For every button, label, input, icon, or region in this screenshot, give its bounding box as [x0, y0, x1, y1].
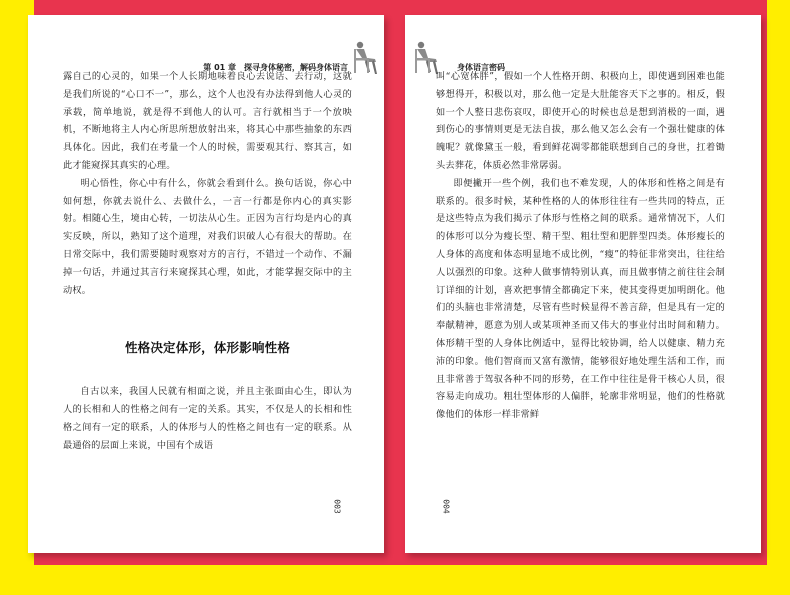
page-number: 004 — [441, 499, 451, 514]
paragraph: 露自己的心灵的，如果一个人长期地味着良心去说话、去行动，这就是我们所说的“心口不一”，那么，这个人也没有办法得到他人心灵的承载，简单地说，就是得不到他人的认可。言行就相当于一个放映机，不断地将主人内心所思所想放射出来，将其心中那些抽象的东西具体化。因此，我们在考量一个人的时候，需要观其行、察其言，如此才能窥探其真实的心理。 — [63, 71, 352, 171]
paragraph: 即便撇开一些个例，我们也不难发现，人的体形和性格之间是有联系的。很多时候，某种性格的人的体形往往有一些共同的特点，正是这些特点为我们揭示了体形与性格之间的联系。通常情况下，人们的体形可以分为瘦长型、精干型、粗壮型和肥胖型四类。体形瘦长的人身体的高度和体态明显地不成比例，“瘦”的特征非常突出，往往给人以强烈的印象。这种人做事情特别认真，而且做事情之前往往会制订详细的计划，喜欢把事情全都确定下来，使其变得更加明朗化。他们的头脑也非常清楚，尽管有些时候显得不善言辞，但是具有一定的奉献精神，愿意为别人或某项神圣而又伟大的事业付出时间和精力。体形精干型的人身体比例适中，显得比较协调，给人以健康、精力充沛的印象。他们智商而又富有激情，能够很好地处理生活和工作，而且非常善于驾驭各种不同的形势，在工作中往往是骨干核心人员，很容易走向成功。粗壮型体形的人偏胖，轮廓非常明显，他们的性格就像他们的体形一样非常鲜 — [436, 177, 725, 421]
section-title: 性格决定体形，体形影响性格 — [124, 340, 291, 356]
left-page — [28, 15, 384, 553]
page-number: 003 — [332, 499, 342, 514]
right-running-head: 身体语言密码 — [457, 63, 505, 72]
right-page — [405, 15, 761, 553]
paragraph: 自古以来，我国人民就有相面之说，并且主张面由心生，即认为人的长相和人的性格之间有一定的关系。其实，不仅是人的长相和性格之间有一定的联系，人的体形与人的性格之间也有一定的联系。从最通俗的层面上来说，中国有个成语 — [63, 386, 352, 451]
paragraph: 明心悟性，你心中有什么，你就会看到什么。换句话说，你心中如何想，你就去说什么、去做什么，一言一行都是你内心的真实影射。相随心生，境由心转，一切法从心生。正因为言行均是内心的真实反映，所以，熟知了这个道理，对我们识破人心有很大的帮助。在日常交际中，我们需要随时观察对方的言行，不错过一个动作、不漏掉一句话，并通过其言行来窥探其心理，如此，才能掌握交际中的主动权。 — [63, 177, 352, 296]
right-body-text — [436, 68, 725, 424]
paragraph: 叫“心宽体胖”，假如一个人性格开朗、积极向上，即使遇到困难也能够想得开，积极以对，那么他一定是大肚能容天下之事的。相反，假如一个人整日悲伤哀叹，即使开心的时候也总是想到消极的一面，遇到伤心的事情则更是无法自拔，那么他又怎么会有一个强壮健康的体魄呢？就像黛玉一般，看到鲜花凋零都能联想到自己的身世，扛着锄头去葬花，体质必然非常孱弱。 — [436, 71, 725, 171]
left-body-text — [63, 68, 352, 454]
left-running-head: 第 01 章 探寻身体秘密，解码身体语言 — [203, 63, 348, 72]
